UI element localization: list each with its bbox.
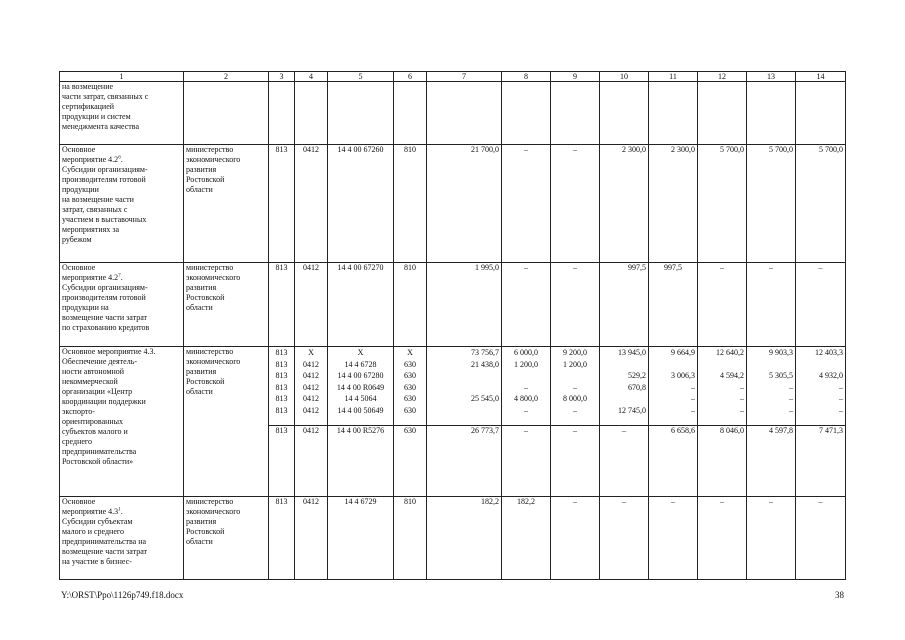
value-cell: 2 300,0 — [600, 145, 649, 263]
value-cell: 14 4 6729 — [328, 497, 394, 580]
description-cell: Основное мероприятие 4.3. Обеспечение деятель- ности автономной некоммерческой организации «Центр координации поддержки экспорто- ориентированных субъектов малого и среднего предпринимательства Ростовской области» — [60, 347, 184, 497]
value-cell: 1 995,0 — [427, 263, 502, 347]
header-cell: 5 — [328, 72, 394, 82]
header-cell: 10 — [600, 72, 649, 82]
table-row-4-3-1 — [60, 497, 846, 580]
value-cell: – — [747, 497, 796, 580]
subrow-column: 13 945,0 529,2 670,8 12 745,0 — [600, 347, 649, 426]
header-cell: 9 — [551, 72, 600, 82]
value-cell: 997,5 — [649, 263, 698, 347]
header-cell: 12 — [698, 72, 747, 82]
value-cell: 14 4 00 67270 — [328, 263, 394, 347]
value-cell: – — [796, 497, 846, 580]
value-cell: – — [600, 497, 649, 580]
value-cell: – — [698, 497, 747, 580]
page-number: 38 — [835, 590, 844, 600]
subrow-column: 9 664,9 3 006,3 – – – — [649, 347, 698, 426]
header-row — [60, 72, 846, 82]
value-cell: 182,2 — [502, 497, 551, 580]
value-cell: – — [502, 426, 551, 497]
subrow-column: 9 903,3 5 305,5 – – – — [747, 347, 796, 426]
value-cell: – — [551, 497, 600, 580]
value-cell: 813 — [269, 145, 295, 263]
header-cell: 8 — [502, 72, 551, 82]
subrow-column: Х 630 630 630 630 630 — [394, 347, 427, 426]
footer-file-path: Y:\ORST\Ppo\1126p749.f18.docx — [61, 590, 184, 600]
header-cell: 3 — [269, 72, 295, 82]
footnote-marker: 6 — [118, 155, 121, 161]
value-cell: 5 700,0 — [796, 145, 846, 263]
value-cell: 0412 — [295, 497, 328, 580]
subrow-column: 9 200,0 1 200,0 – 8 000,0 – — [551, 347, 600, 426]
value-cell: – — [698, 263, 747, 347]
value-cell: 26 773,7 — [427, 426, 502, 497]
subrow-column: 73 756,7 21 438,0 25 545,0 — [427, 347, 502, 426]
value-cell: 2 300,0 — [649, 145, 698, 263]
subrow-column: 12 403,3 4 932,0 – – – — [796, 347, 846, 426]
subrow-column: 6 000,0 1 200,0 – 4 800,0 – — [502, 347, 551, 426]
header-cell: 13 — [747, 72, 796, 82]
table-row-4-2-6 — [60, 145, 846, 263]
header-cell: 1 — [60, 72, 184, 82]
header-cell: 7 — [427, 72, 502, 82]
value-cell: – — [649, 497, 698, 580]
footnote-marker: 7 — [118, 273, 121, 279]
header-cell: 2 — [184, 72, 269, 82]
value-cell: 6 658,6 — [649, 426, 698, 497]
value-cell: 14 4 00 67260 — [328, 145, 394, 263]
footnote-marker: 1 — [118, 507, 121, 513]
header-cell: 14 — [796, 72, 846, 82]
subrow-column: 813 813 813 813 813 813 — [269, 347, 295, 426]
value-cell: – — [747, 263, 796, 347]
value-cell: 7 471,3 — [796, 426, 846, 497]
header-cell: 11 — [649, 72, 698, 82]
value-cell: 813 — [269, 263, 295, 347]
value-cell: 4 597,8 — [747, 426, 796, 497]
value-cell: 810 — [394, 263, 427, 347]
value-cell: – — [600, 426, 649, 497]
subrow-column: Х 14 4 6728 14 4 00 67280 14 4 00 R0649 14 4 5064 14 4 00 50649 — [328, 347, 394, 426]
value-cell: 810 — [394, 145, 427, 263]
value-cell: 0412 — [295, 145, 328, 263]
budget-table — [59, 71, 846, 580]
executor-cell: министерство экономического развития Ростовской области — [184, 497, 269, 580]
value-cell: 997,5 — [600, 263, 649, 347]
value-cell: 21 700,0 — [427, 145, 502, 263]
value-cell: – — [551, 263, 600, 347]
table-row-continuation — [60, 82, 846, 145]
value-cell: 0412 — [295, 263, 328, 347]
value-cell: – — [796, 263, 846, 347]
value-cell: – — [551, 145, 600, 263]
value-cell: – — [502, 145, 551, 263]
description-cell: Основное мероприятие $4.3^1$. Субсидии субъектам малого и среднего предпринимательства на возмещение части затрат на участие в бизнес- — [60, 497, 184, 580]
value-cell: 813 — [269, 497, 295, 580]
executor-cell: министерство экономического развития Ростовской области — [184, 263, 269, 347]
subrow-column: Х 0412 0412 0412 0412 0412 — [295, 347, 328, 426]
value-cell: – — [551, 426, 600, 497]
value-cell: 5 700,0 — [698, 145, 747, 263]
description-cell: на возмещение части затрат, связанных с сертификацией продукции и систем менеджмента качества — [60, 82, 184, 145]
value-cell: 0412 — [295, 426, 328, 497]
description-cell: Основное мероприятие $4.2^6$. Субсидии организациям- производителям готовой продукции на возмещение части затрат, связанных с участием в выставочных мероприятиях за рубежом — [60, 145, 184, 263]
header-cell: 6 — [394, 72, 427, 82]
value-cell: – — [502, 263, 551, 347]
table-row-4-2-7 — [60, 263, 846, 347]
value-cell: 810 — [394, 497, 427, 580]
executor-cell: министерство экономического развития Ростовской области — [184, 145, 269, 263]
table-row-4-3 — [60, 347, 846, 426]
value-cell: 813 — [269, 426, 295, 497]
value-cell: 630 — [394, 426, 427, 497]
value-cell: 5 700,0 — [747, 145, 796, 263]
subrow-column: 12 640,2 4 594,2 – – – — [698, 347, 747, 426]
value-cell: 8 046,0 — [698, 426, 747, 497]
header-cell: 4 — [295, 72, 328, 82]
description-cell: Основное мероприятие $4.2^7$. Субсидии организациям- производителям готовой продукции на возмещение части затрат по страхованию кредитов — [60, 263, 184, 347]
value-cell: 182,2 — [427, 497, 502, 580]
value-cell: 14 4 00 R5276 — [328, 426, 394, 497]
executor-cell: министерство экономического развития Ростовской области — [184, 347, 269, 497]
